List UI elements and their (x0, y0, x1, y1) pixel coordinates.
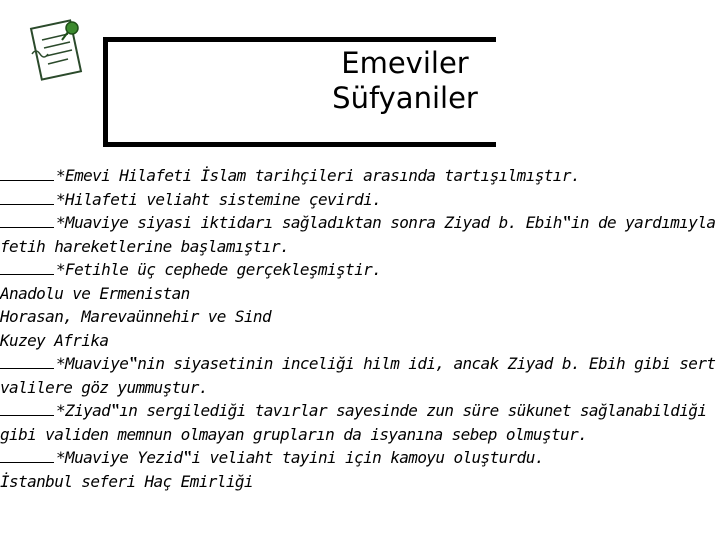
content-line (0, 188, 716, 212)
content-line (0, 352, 716, 399)
fill-in-blank (0, 192, 54, 205)
content-line (0, 211, 716, 258)
slide-title-line-1: Emeviler (341, 46, 469, 80)
slide-title (250, 46, 560, 116)
content-line-text: Anadolu ve Ermenistan (0, 283, 190, 303)
content-line-text: *Fetihle üç cephede gerçekleşmiştir. (56, 260, 382, 279)
content-line (0, 329, 716, 353)
content-line-text: *Muaviye siyasi iktidarı sağladıktan sonra Ziyad b. Ebih‟in de yardımıyla fetih hareketlerine başlamıştır. (0, 213, 716, 256)
content-line (0, 282, 716, 306)
fill-in-blank (0, 403, 54, 416)
content-line (0, 164, 716, 188)
title-frame-bottom-rule (103, 142, 496, 147)
content-line-text: *Ziyad‟ın sergilediği tavırlar sayesinde zun süre sükunet sağlanabildiği gibi validen memnun olmayan grupların da isyanına sebep olmuştur. (0, 401, 707, 444)
content-line (0, 399, 716, 446)
fill-in-blank (0, 262, 54, 275)
title-frame-top-rule (103, 37, 496, 42)
content-line-text: *Hilafeti veliaht sistemine çevirdi. (56, 189, 382, 209)
fill-in-blank (0, 450, 54, 463)
content-line (0, 470, 716, 494)
fill-in-blank (0, 168, 54, 181)
content-line-text: Horasan, Marevaünnehir ve Sind (0, 307, 271, 326)
notepad-with-pushpin-icon (28, 14, 90, 84)
content-line (0, 446, 716, 470)
slide-content (0, 164, 716, 493)
content-line-text: *Muaviye Yezid‟i veliaht tayini için kamoyu oluşturdu. (56, 448, 544, 467)
content-line-text: Kuzey Afrika (0, 330, 109, 350)
content-line (0, 305, 716, 329)
title-frame-side-rule (103, 37, 108, 147)
fill-in-blank (0, 356, 54, 369)
content-line-text: *Emevi Hilafeti İslam tarihçileri arasında tartışılmıştır. (56, 166, 580, 185)
fill-in-blank (0, 215, 54, 228)
content-line-text: *Muaviye‟nin siyasetinin inceliği hilm idi, ancak Ziyad b. Ebih gibi sert valilere göz yummuştur. (0, 354, 716, 397)
content-line-text: İstanbul seferi Haç Emirliği (0, 471, 253, 491)
content-line (0, 258, 716, 282)
slide-title-line-2: Süfyaniler (332, 81, 478, 115)
